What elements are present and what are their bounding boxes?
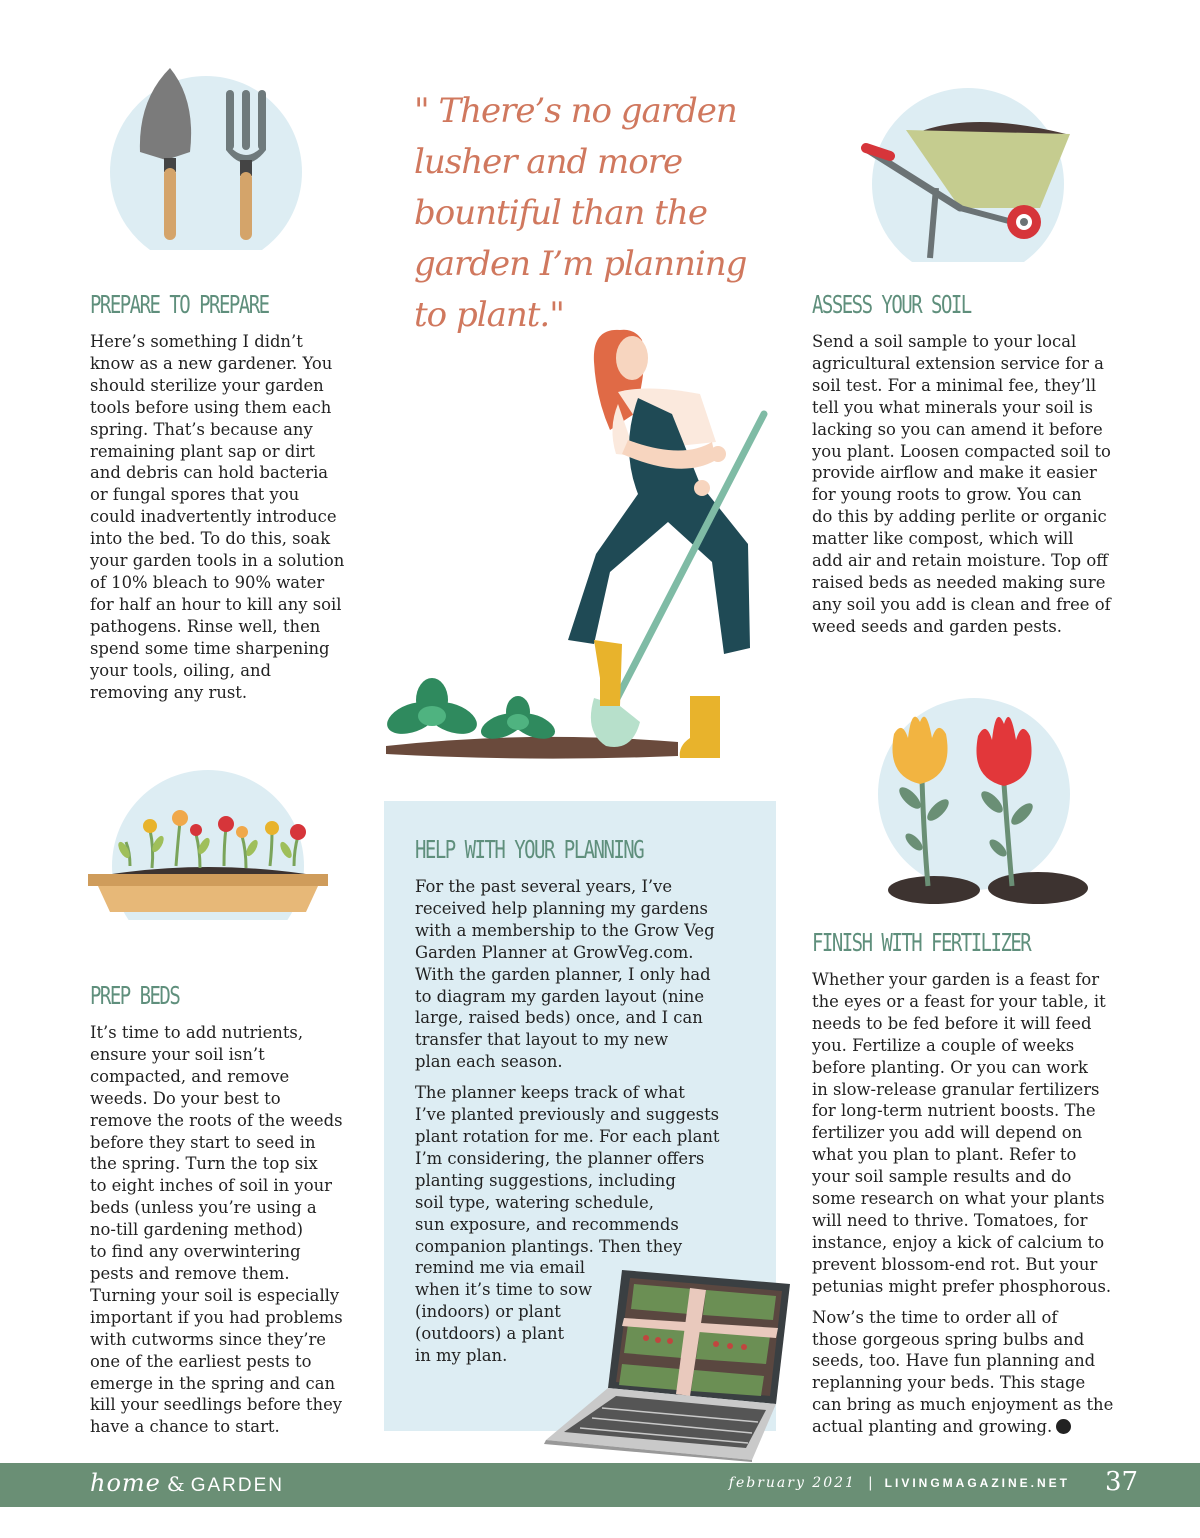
text-line: The planner keeps track of what	[415, 1083, 685, 1103]
page-number: 37	[1105, 1467, 1139, 1497]
section-heading-beds: PREP BEDS	[90, 981, 180, 1010]
text-line: remaining plant sap or dirt	[90, 441, 315, 461]
text-line: no-till gardening method)	[90, 1220, 303, 1240]
text-line: Turning your soil is especially	[90, 1285, 340, 1305]
text-line: or fungal spores that you	[90, 485, 300, 505]
text-line: pests and remove them.	[90, 1263, 290, 1283]
text-line: before they start to seed in	[90, 1132, 316, 1152]
text-line: weeds. Do your best to	[90, 1088, 281, 1108]
quote-line: " There’s no garden	[414, 91, 737, 131]
text-line: planting suggestions, including	[415, 1170, 676, 1190]
text-line: kill your seedlings before they	[90, 1395, 343, 1415]
text-line: With the garden planner, I only had	[415, 964, 711, 984]
text-line: remove the roots of the weeds	[90, 1110, 343, 1130]
text-line: you plant. Loosen compacted soil to	[812, 441, 1111, 461]
text-line: of 10% bleach to 90% water	[90, 572, 325, 592]
text-line: spend some time sharpening	[90, 638, 330, 658]
text-line: instance, enjoy a kick of calcium to	[812, 1232, 1105, 1252]
text-line: your soil sample results and do	[812, 1167, 1072, 1187]
text-line: could inadvertently introduce	[90, 507, 337, 527]
footer-section-home: home	[90, 1469, 161, 1497]
text-line: Now’s the time to order all of	[812, 1307, 1058, 1327]
text-line: will need to thrive. Tomatoes, for	[812, 1210, 1088, 1230]
text-line: plan each season.	[415, 1052, 563, 1072]
footer-separator: |	[867, 1475, 873, 1491]
text-line-content: actual planting and growing.	[812, 1417, 1053, 1437]
text-line: matter like compost, which will	[812, 529, 1074, 549]
text-line: raised beds as needed making sure	[812, 572, 1106, 592]
text-line: into the bed. To do this, soak	[90, 529, 331, 549]
laptop-garden-planner-icon	[540, 1262, 800, 1462]
text-line: the spring. Turn the top six	[90, 1154, 318, 1174]
text-line: your garden tools in a solution	[90, 551, 345, 571]
text-line: important if you had problems	[90, 1307, 343, 1327]
text-line: with cutworms since they’re	[90, 1329, 326, 1349]
text-line: replanning your beds. This stage	[812, 1373, 1086, 1393]
text-line: soil test. For a minimal fee, they’ll	[812, 375, 1097, 395]
text-line: any soil you add is clean and free of	[812, 594, 1111, 614]
page-footer	[0, 1463, 1200, 1507]
text-line: and debris can hold bacteria	[90, 463, 329, 483]
section-heading-planning: HELP WITH YOUR PLANNING	[415, 835, 644, 864]
footer-section-amp: &	[166, 1472, 185, 1496]
text-line: to eight inches of soil in your	[90, 1176, 332, 1196]
text-line: in slow-release granular fertilizers	[812, 1079, 1100, 1099]
section-heading-fertilizer: FINISH WITH FERTILIZER	[812, 928, 1031, 957]
text-line: companion plantings. Then they	[415, 1236, 683, 1256]
text-line: It’s time to add nutrients,	[90, 1023, 304, 1042]
tulips-icon	[872, 690, 1092, 906]
text-line: add air and retain moisture. Top off	[812, 551, 1108, 571]
text-line: (indoors) or plant	[415, 1302, 561, 1322]
end-mark-icon	[1056, 1419, 1071, 1434]
text-line: for young roots to grow. You can	[812, 485, 1082, 505]
text-line: some research on what your plants	[812, 1189, 1105, 1209]
text-line: spring. That’s because any	[90, 419, 313, 439]
text-line: seeds, too. Have fun planning and	[812, 1351, 1096, 1371]
paragraph	[812, 1307, 1132, 1438]
text-line: Here’s something I didn’t	[90, 332, 303, 351]
section-body-beds	[90, 1022, 370, 1438]
gardener-digging-illustration	[382, 318, 782, 768]
text-line: before planting. Or you can work	[812, 1057, 1088, 1077]
text-line: compacted, and remove	[90, 1066, 290, 1086]
quote-line: lusher and more	[414, 142, 683, 182]
text-line: provide airflow and make it easier	[812, 463, 1097, 483]
text-line: For the past several years, I’ve	[415, 877, 673, 896]
text-line: weed seeds and garden pests.	[812, 616, 1062, 636]
footer-section-garden: GARDEN	[190, 1475, 284, 1496]
text-line: you. Fertilize a couple of weeks	[812, 1035, 1075, 1055]
text-line: for long-term nutrient boosts. The	[812, 1101, 1096, 1121]
text-line: for half an hour to kill any soil	[90, 594, 342, 614]
text-line: the eyes or a feast for your table, it	[812, 991, 1106, 1011]
text-line: remind me via email	[415, 1258, 586, 1278]
quote-line: to plant."	[414, 295, 564, 335]
text-line: Whether your garden is a feast for	[812, 970, 1100, 989]
section-body-fertilizer	[812, 969, 1132, 1438]
text-line: sun exposure, and recommends	[415, 1214, 679, 1234]
text-line: lacking so you can amend it before	[812, 419, 1103, 439]
paragraph	[812, 969, 1132, 1298]
text-line: when it’s time to sow	[415, 1280, 592, 1300]
text-line: have a chance to start.	[90, 1417, 280, 1437]
text-line: plant rotation for me. For each plant	[415, 1126, 720, 1146]
text-line: Send a soil sample to your local	[812, 332, 1077, 351]
text-line: with a membership to the Grow Veg	[415, 920, 715, 940]
text-line: removing any rust.	[90, 682, 248, 702]
text-line: beds (unless you’re using a	[90, 1198, 317, 1218]
text-line: to find any overwintering	[90, 1242, 301, 1262]
text-line: emerge in the spring and can	[90, 1373, 336, 1393]
text-line: your tools, oiling, and	[90, 660, 272, 680]
text-line: ensure your soil isn’t	[90, 1044, 265, 1064]
text-line: large, raised beds) once, and I can	[415, 1008, 703, 1028]
text-line: needs to be fed before it will feed	[812, 1013, 1092, 1033]
text-line: should sterilize your garden	[90, 375, 324, 395]
text-line: pathogens. Rinse well, then	[90, 616, 321, 636]
text-line: what you plan to plant. Refer to	[812, 1145, 1077, 1165]
section-body-prepare	[90, 331, 370, 703]
text-line: one of the earliest pests to	[90, 1351, 312, 1371]
pull-quote	[414, 86, 747, 341]
quote-line: bountiful than the	[414, 193, 707, 233]
text-line: can bring as much enjoyment as the	[812, 1395, 1114, 1415]
text-line: know as a new gardener. You	[90, 353, 333, 373]
section-body-soil	[812, 331, 1132, 638]
section-heading-soil: ASSESS YOUR SOIL	[812, 290, 971, 319]
text-line: in my plan.	[415, 1346, 508, 1366]
text-line: fertilizer you add will depend on	[812, 1123, 1083, 1143]
footer-website: LIVINGMAGAZINE.NET	[884, 1476, 1070, 1490]
quote-line: garden I’m planning	[414, 244, 747, 284]
text-line: (outdoors) a plant	[415, 1324, 565, 1344]
text-line: I’m considering, the planner offers	[415, 1148, 705, 1168]
text-line: do this by adding perlite or organic	[812, 507, 1107, 527]
footer-date: february 2021	[728, 1475, 856, 1491]
text-line: to diagram my garden layout (nine	[415, 986, 705, 1006]
section-heading-prepare: PREPARE TO PREPARE	[90, 290, 269, 319]
flower-planter-icon	[86, 770, 330, 920]
text-line: I’ve planted previously and suggests	[415, 1105, 720, 1125]
text-line: petunias might prefer phosphorous.	[812, 1276, 1112, 1296]
text-line: tell you what minerals your soil is	[812, 397, 1093, 417]
text-line: agricultural extension service for a	[812, 353, 1104, 373]
text-line: transfer that layout to my new	[415, 1030, 669, 1050]
text-line	[812, 1416, 1132, 1438]
text-line: received help planning my gardens	[415, 898, 708, 918]
footer-issue-info	[729, 1475, 1070, 1491]
garden-tools-icon	[108, 60, 308, 250]
wheelbarrow-icon	[860, 82, 1080, 262]
text-line: soil type, watering schedule,	[415, 1192, 654, 1212]
text-line: prevent blossom-end rot. But your	[812, 1254, 1098, 1274]
paragraph	[415, 876, 755, 1073]
text-line: those gorgeous spring bulbs and	[812, 1329, 1085, 1349]
text-line: Garden Planner at GrowVeg.com.	[415, 942, 694, 962]
footer-section-title	[90, 1469, 284, 1497]
text-line: tools before using them each	[90, 397, 332, 417]
